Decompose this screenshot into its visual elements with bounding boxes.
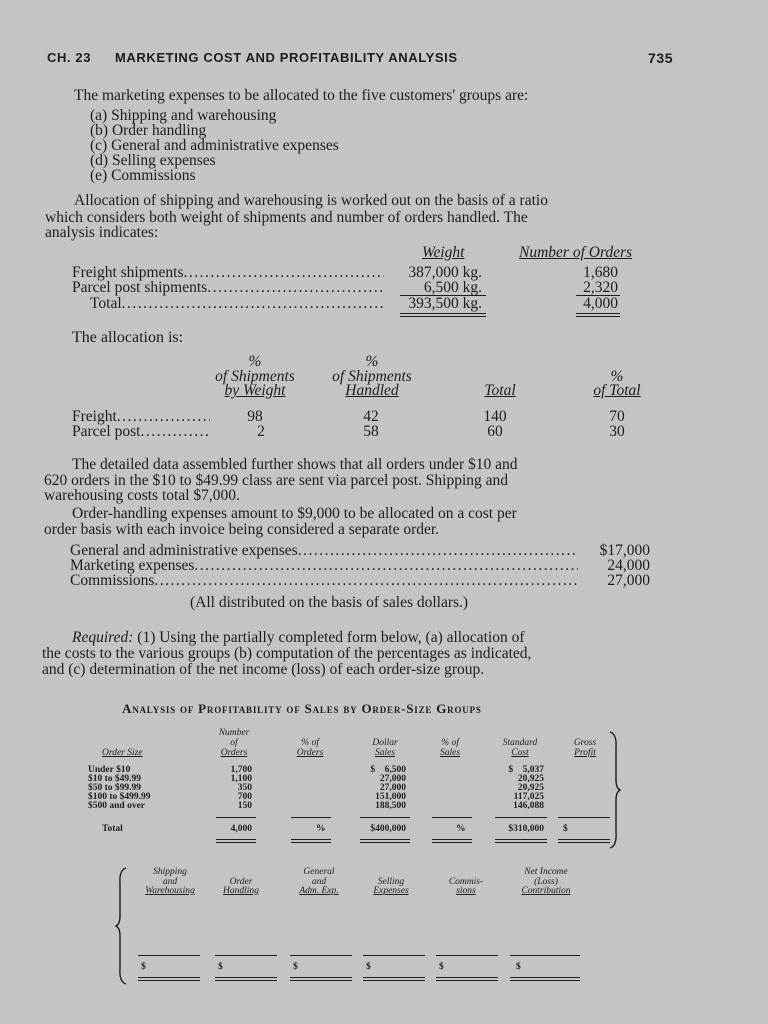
expense-amount: 24,000 [607,557,650,574]
col-header-pct-orders: Orders [296,748,324,758]
col-header-orders: Number of Orders [519,244,633,261]
table-row [72,424,210,439]
expense-row [70,558,578,573]
row-cost: 117,025 [513,792,544,802]
row-label: Total [90,295,122,312]
right-brace [608,730,622,850]
total-commissions: $ [439,962,444,972]
cell-total: 140 [483,408,507,425]
total-double-rule [400,313,486,317]
form-rule [495,817,547,818]
form-title: Analysis of Profitability of Sales by Order-Size Groups [122,701,482,716]
row-sales: 151,000 [375,792,406,802]
row-sales: $ 6,500 [370,765,406,775]
table-row [72,296,384,311]
row-cost: 20,925 [517,774,544,784]
form-double-rule [495,839,547,843]
col-header-shipping: Shipping [153,867,187,877]
expense-amount: 27,000 [607,572,650,589]
form-rule [290,955,352,956]
col-header-general-adm: and [311,877,327,887]
col-header-std-cost: Cost [511,748,529,758]
row-label: Parcel post [72,423,141,440]
col-header: of Total [593,382,641,399]
row-label: Parcel post shipments [72,279,208,296]
expense-label: General and administrative expenses [70,542,298,559]
total-selling: $ [366,962,371,972]
table-row [72,265,384,280]
distributed-note: (All distributed on the basis of sales dollars.) [190,594,469,611]
col-header-shipping: and [162,877,178,887]
row-size: Under $10 [88,765,131,775]
total-cost: $310,000 [508,824,544,834]
orders-value: 2,320 [583,279,618,296]
form-double-rule [558,839,610,843]
col-header-num-orders: Orders [220,748,248,758]
col-header-num-orders: Number [218,728,250,738]
row-label: Freight [72,408,117,425]
form-rule [360,817,410,818]
intro-text: The marketing expenses to be allocated to the five customers' groups are: [74,87,529,104]
col-header-std-cost: Standard [502,738,538,748]
col-header-shipping: Warehousing [145,886,195,896]
form-rule [216,817,256,818]
col-header-dollar-sales: Sales [374,748,396,758]
row-size: $100 to $499.99 [88,792,151,802]
page-number: 735 [648,50,674,66]
col-header-selling: Expenses [373,886,409,896]
paragraph-line: warehousing costs total $7,000. [44,487,240,504]
row-size: $50 to $99.99 [88,783,142,793]
col-header: of Shipments [332,368,412,385]
col-header-order-handling: Handling [223,886,259,896]
row-orders: 1,700 [230,765,252,775]
form-rule [436,955,498,956]
total-gross: $ [563,824,568,834]
list-item: (b) Order handling [90,122,207,139]
row-orders: 150 [237,801,252,811]
required-line [72,630,525,645]
cell-handled: 42 [363,408,379,425]
weight-value: 387,000 kg. [408,264,482,281]
col-header: by Weight [224,382,286,399]
total-pct-orders: % [316,824,326,834]
form-double-rule [510,977,580,981]
cell-handled: 58 [363,423,379,440]
form-double-rule [436,977,498,981]
required-label: Required: [72,629,134,646]
col-header-pct-sales: % of [441,738,459,748]
total-sales: $400,000 [370,824,406,834]
list-item: (e) Commissions [90,167,196,184]
form-double-rule [360,839,410,843]
paragraph-line: Allocation of shipping and warehousing is worked out on the basis of a ratio [74,192,548,209]
total-orders: 4,000 [230,824,252,834]
form-rule [432,817,472,818]
col-header: % [365,353,379,370]
total-pct-sales: % [456,824,466,834]
left-brace [114,866,128,986]
col-header-selling: Selling [377,877,405,887]
row-size: $10 to $49.99 [88,774,142,784]
list-item: (c) General and administrative expenses [90,137,339,154]
orders-value: 1,680 [583,264,618,281]
cell-weight: 98 [247,408,263,425]
allocation-title: The allocation is: [72,329,184,346]
col-header-dollar-sales: Dollar [372,738,398,748]
paragraph-line: which considers both weight of shipments and number of orders handled. The [45,209,528,226]
form-double-rule [432,839,472,843]
paragraph-line: Order-handling expenses amount to $9,000 to be allocated on a cost per [72,505,517,522]
col-header-pct-orders: % of [301,738,319,748]
row-sales: 27,000 [379,783,406,793]
col-header-order-size: Order Size [102,748,143,758]
orders-total: 4,000 [583,295,618,312]
form-rule [363,955,425,956]
row-label: Freight shipments [72,264,184,281]
form-rule [558,817,610,818]
form-rule [138,955,200,956]
col-header-general-adm: General [303,867,335,877]
required-line: and (c) determination of the net income (loss) of each order-size group. [42,661,485,678]
required-line: the costs to the various groups (b) computation of the percentages as indicated, [42,645,532,662]
form-double-rule [216,839,256,843]
row-size: $500 and over [88,801,145,811]
col-header-gross-profit: Gross [573,738,597,748]
row-orders: 350 [237,783,252,793]
cell-total: 60 [487,423,503,440]
total-net-income: $ [516,962,521,972]
table-row [72,280,384,295]
expense-row [70,543,578,558]
form-double-rule [291,839,331,843]
total-order-handling: $ [218,962,223,972]
col-header-net-income: Contribution [521,886,571,896]
table-row [72,409,210,424]
expense-label: Marketing expenses [70,557,195,574]
form-rule [291,817,331,818]
paragraph-line: 620 orders in the $10 to $49.99 class are sent via parcel post. Shipping and [44,472,509,489]
cell-weight: 2 [257,423,265,440]
total-general-adm: $ [293,962,298,972]
expense-amount: $17,000 [599,542,650,559]
row-sales: 188,500 [375,801,406,811]
list-item: (a) Shipping and warehousing [90,107,277,124]
col-header: % [248,353,262,370]
paragraph-line: The detailed data assembled further shows that all orders under $10 and [72,456,518,473]
paragraph-line: order basis with each invoice being considered a separate order. [44,521,440,538]
col-header-weight: Weight [422,244,465,261]
cell-pct: 70 [609,408,625,425]
weight-total: 393,500 kg. [408,295,482,312]
weight-value: 6,500 kg. [423,279,482,296]
row-cost: 146,088 [513,801,544,811]
row-cost: 20,925 [517,783,544,793]
form-double-rule [138,977,200,981]
cell-pct: 30 [609,423,625,440]
chapter-title: MARKETING COST AND PROFITABILITY ANALYSIS [115,50,458,65]
list-item: (d) Selling expenses [90,152,216,169]
col-header: % [610,368,624,385]
col-header: of Shipments [215,368,295,385]
col-header-commissions: Commis- [448,877,484,887]
row-sales: 27,000 [379,774,406,784]
total-double-rule [576,313,620,317]
col-header: Total [484,382,516,399]
total-label: Total [102,824,123,834]
col-header-general-adm: Adm. Exp. [299,886,339,896]
col-header: Handled [345,382,399,399]
col-header-net-income: (Loss) [534,877,558,887]
form-rule [215,955,277,956]
required-text: (1) Using the partially completed form below, (a) allocation of [133,629,525,646]
form-rule [510,955,580,956]
form-double-rule [290,977,352,981]
chapter-label: CH. 23 [47,50,92,65]
expense-label: Commissions [70,572,155,589]
col-header-pct-sales: Sales [439,748,461,758]
col-header-order-handling: Order [229,877,253,887]
col-header-num-orders: of [230,738,238,748]
col-header-gross-profit: Profit [574,748,596,758]
total-shipping: $ [141,962,146,972]
row-orders: 700 [237,792,252,802]
expense-row [70,573,578,588]
row-orders: 1,100 [230,774,252,784]
row-cost: $ 5,037 [508,765,544,775]
paragraph-line: analysis indicates: [45,224,159,241]
col-header-commissions: sions [456,886,476,896]
form-double-rule [363,977,425,981]
col-header-net-income: Net Income [524,867,568,877]
form-double-rule [215,977,277,981]
